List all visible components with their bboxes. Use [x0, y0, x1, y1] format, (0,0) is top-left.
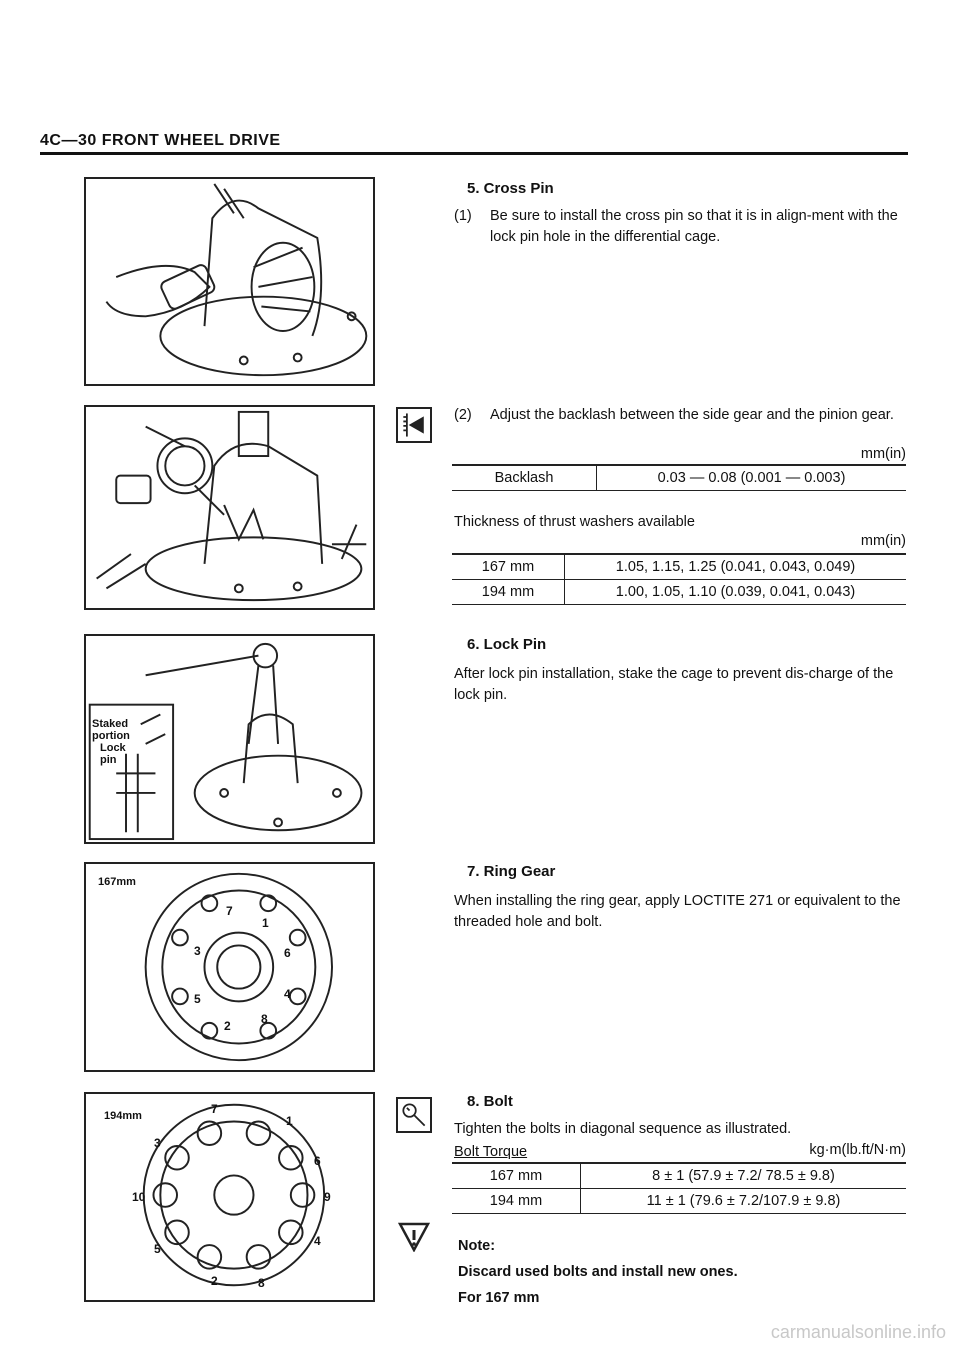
- seq194-10: 10: [132, 1190, 146, 1204]
- washer-table: [452, 553, 906, 605]
- seq194-5: 5: [154, 1242, 161, 1256]
- washer-unit: mm(in): [860, 533, 906, 549]
- label-lock: Lock: [100, 742, 126, 754]
- label-pin: pin: [100, 754, 117, 766]
- seq194-1: 1: [286, 1114, 293, 1128]
- caution-icon: [398, 1222, 430, 1252]
- step-6-text: After lock pin installation, stake the cage to prevent dis-charge of the lock pin.: [454, 666, 894, 703]
- item-1-text: Be sure to install the cross pin so that it is in align-ment with the lock pin hole in the differential cage.: [490, 208, 898, 245]
- watermark[interactable]: carmanualsonline.info: [770, 1322, 946, 1342]
- washer-row-2-value: 1.00, 1.05, 1.10 (0.039, 0.041, 0.043): [615, 584, 856, 600]
- washer-row-1-label: 167 mm: [452, 554, 565, 580]
- table-row: [452, 554, 906, 580]
- figure-backlash: [84, 405, 375, 610]
- seq194-3: 3: [154, 1136, 161, 1150]
- label-167mm: 167mm: [98, 876, 136, 888]
- item-2-text: Adjust the backlash between the side gear and the pinion gear.: [490, 407, 894, 423]
- ring-gear-167-illustration: [86, 864, 373, 1070]
- table-row: [452, 1163, 906, 1189]
- table-row: [452, 580, 906, 605]
- seq194-4: 4: [314, 1234, 321, 1248]
- step-8-text: Tighten the bolts in diagonal sequence as illustrated.: [454, 1121, 792, 1137]
- figure-cross-pin: [84, 177, 375, 386]
- seq194-2: 2: [211, 1274, 218, 1288]
- washer-row-1-value: 1.05, 1.15, 1.25 (0.041, 0.043, 0.049): [615, 559, 856, 575]
- figure-ring-gear-167: [84, 862, 375, 1072]
- page-header-title: 4C—30 FRONT WHEEL DRIVE: [40, 132, 281, 149]
- table-row: [452, 1189, 906, 1214]
- torque-row-2-label: 194 mm: [452, 1189, 581, 1214]
- seq-8: 8: [261, 1012, 268, 1026]
- cross-pin-illustration: [86, 179, 373, 384]
- backlash-table: [452, 464, 906, 491]
- backlash-value: 0.03 — 0.08 (0.001 — 0.003): [657, 470, 846, 486]
- seq-4: 4: [284, 987, 291, 1001]
- seq194-7: 7: [211, 1102, 218, 1116]
- header-rule: [40, 152, 908, 155]
- seq-6: 6: [284, 946, 291, 960]
- torque-row-1-value: 8 ± 1 (57.9 ± 7.2/ 78.5 ± 9.8): [652, 1168, 835, 1184]
- seq-1: 1: [262, 916, 269, 930]
- table-row: [452, 465, 906, 491]
- step-8-title: 8. Bolt: [467, 1093, 513, 1110]
- note-text: Discard used bolts and install new ones.: [458, 1264, 738, 1280]
- figure-ring-gear-194: [84, 1092, 375, 1302]
- backlash-illustration: [86, 407, 373, 608]
- seq194-6: 6: [314, 1154, 321, 1168]
- measure-icon: [396, 407, 432, 443]
- seq194-9: 9: [324, 1190, 331, 1204]
- note-extra: For 167 mm: [458, 1290, 540, 1306]
- figure-lock-pin: [84, 634, 375, 844]
- step-6-title: 6. Lock Pin: [467, 636, 547, 653]
- washer-row-2-label: 194 mm: [452, 580, 565, 605]
- wrench-icon: [396, 1097, 432, 1133]
- torque-unit: kg·m(lb.ft/N·m): [809, 1142, 906, 1158]
- seq-2: 2: [224, 1019, 231, 1033]
- torque-row-1-label: 167 mm: [452, 1163, 581, 1189]
- step-7-text: When installing the ring gear, apply LOCTITE 271 or equivalent to the threaded hole and bolt.: [454, 893, 901, 930]
- seq-5: 5: [194, 992, 201, 1006]
- label-194mm: 194mm: [104, 1110, 142, 1122]
- label-staked: Staked: [92, 718, 129, 730]
- backlash-unit: mm(in): [860, 446, 906, 462]
- item-2-number: (2): [454, 407, 472, 423]
- note-title: Note:: [458, 1238, 496, 1254]
- seq194-8: 8: [258, 1276, 265, 1290]
- step-7-title: 7. Ring Gear: [467, 863, 556, 880]
- seq-3: 3: [194, 944, 201, 958]
- torque-label: Bolt Torque: [454, 1144, 528, 1160]
- seq-7: 7: [226, 904, 233, 918]
- step-5-title: 5. Cross Pin: [467, 180, 554, 197]
- thickness-caption: Thickness of thrust washers available: [454, 514, 695, 530]
- torque-table: [452, 1162, 906, 1214]
- label-portion: portion: [92, 730, 130, 742]
- torque-row-2-value: 11 ± 1 (79.6 ± 7.2/107.9 ± 9.8): [646, 1193, 841, 1209]
- item-1-number: (1): [454, 208, 472, 224]
- backlash-label: Backlash: [452, 465, 597, 491]
